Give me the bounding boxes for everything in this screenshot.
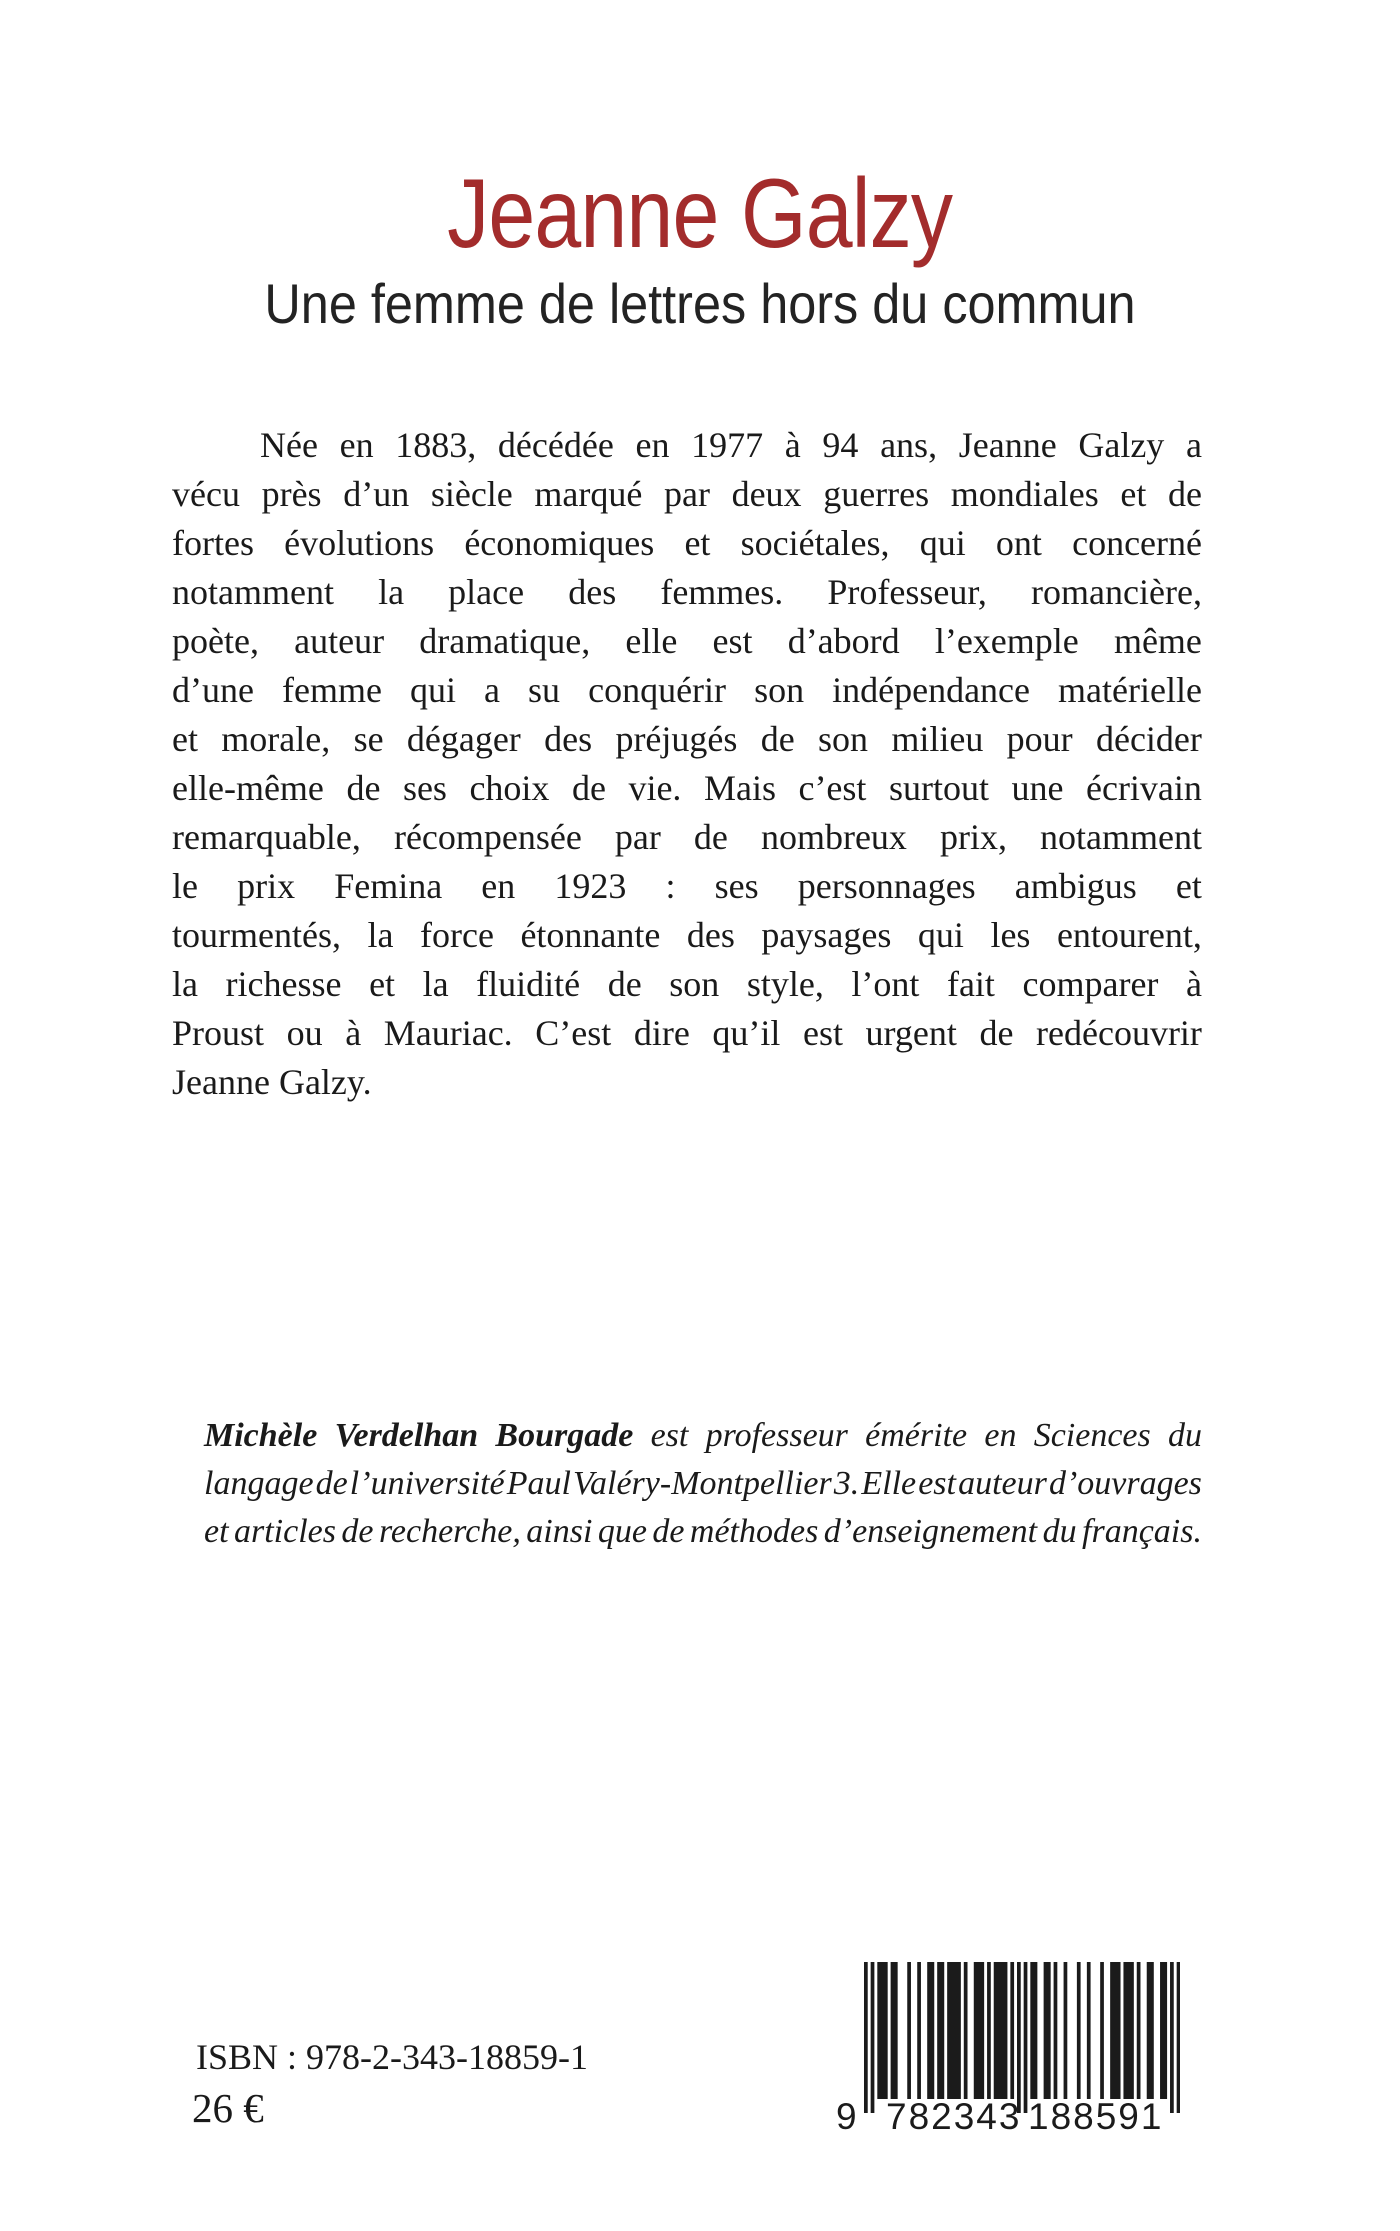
synopsis-line: Née en 1883, décédée en 1977 à 94 ans, Jeanne Galzy a [260,425,1202,465]
synopsis-paragraph [172,421,1202,1107]
book-title [0,158,1400,268]
synopsis-line: le prix Femina en 1923 : ses personnages ambigus et [172,866,1202,906]
synopsis-line: remarquable, récompensée par de nombreux prix, notamment [172,817,1202,857]
synopsis-line: tourmentés, la force étonnante des paysages qui les entourent, [172,915,1202,955]
synopsis-line: fortes évolutions économiques et sociétales, qui ont concerné [172,523,1202,563]
synopsis-line: notamment la place des femmes. Professeur, romancière, [172,572,1202,612]
synopsis-line: d’une femme qui a su conquérir son indépendance matérielle [172,670,1202,710]
isbn-text: ISBN : 978-2-343-18859-1 [196,2037,588,2077]
synopsis-line: vécu près d’un siècle marqué par deux guerres mondiales et de [172,474,1202,514]
synopsis-last-line: Jeanne Galzy. [172,1062,372,1102]
author-bio-line: langage de l’université Paul Valéry-Montpellier 3. Elle est auteur d’ouvrages [204,1465,1202,1502]
book-title-text: Jeanne Galzy [447,158,953,268]
barcode-bars [864,1962,1180,2113]
barcode-digits-right-group: 188591 [1028,2096,1164,2137]
barcode-digits-left-group: 782343 [886,2096,1022,2137]
author-bio [204,1412,1202,1556]
barcode-digit-first: 9 [836,2096,857,2137]
ean13-barcode [864,1962,1180,2113]
author-bio-line: Michèle Verdelhan Bourgade est professeur émérite en Sciences du [204,1417,1202,1454]
synopsis-line: poète, auteur dramatique, elle est d’abord l’exemple même [172,621,1202,661]
synopsis-line: et morale, se dégager des préjugés de son milieu pour décider [172,719,1202,759]
book-subtitle [0,272,1400,336]
synopsis-line: la richesse et la fluidité de son style, l’ont fait comparer à [172,964,1202,1004]
author-bio-line: et articles de recherche, ainsi que de méthodes d’enseignement du français. [204,1513,1202,1550]
price-text: 26 € [192,2085,264,2131]
synopsis-line: elle-même de ses choix de vie. Mais c’est surtout une écrivain [172,768,1202,808]
book-subtitle-text: Une femme de lettres hors du commun [264,272,1136,335]
synopsis-line: Proust ou à Mauriac. C’est dire qu’il est urgent de redécouvrir [172,1013,1202,1053]
